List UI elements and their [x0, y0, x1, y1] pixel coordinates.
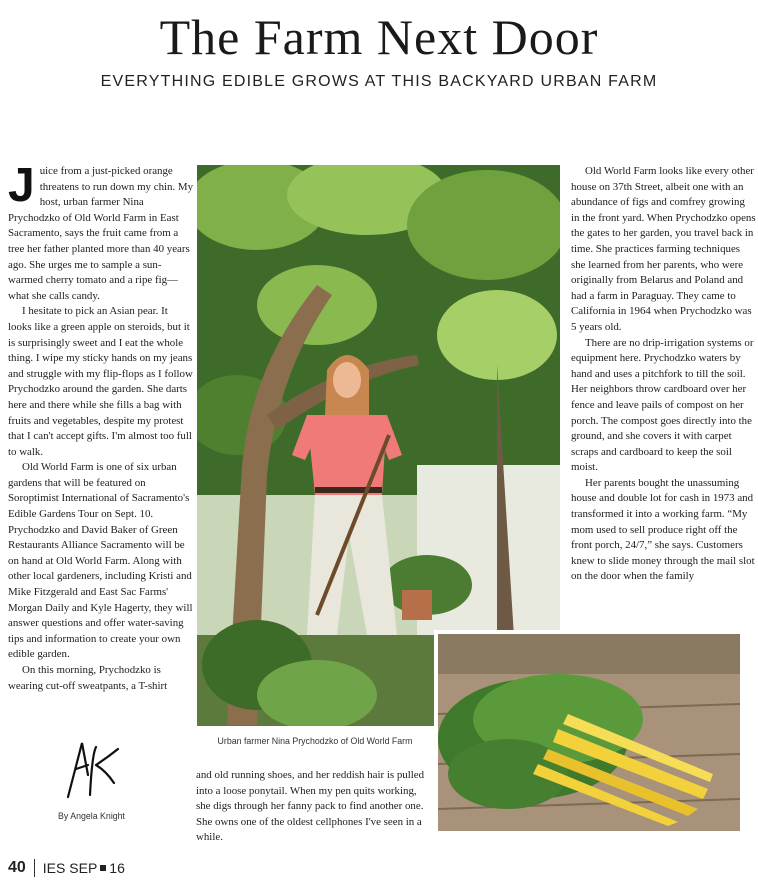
publication-name: IES: [42, 860, 66, 876]
issue-year: 16: [109, 860, 125, 876]
lead-paragraph: [8, 159, 194, 304]
chard-photo: [434, 630, 744, 835]
paragraph: Her parents bought the unassuming house and double lot for cash in 1973 and transformed it into a working farm. “My mom used to sell produce right off the front porch, 24/7,” she says. Customers knew to slide money through the mail slot on the door when the family: [571, 476, 755, 583]
paragraph: On this morning, Prychodzko is wearing cut-off sweatpants, a T-shirt: [8, 664, 168, 692]
article-title: The Farm Next Door: [159, 9, 599, 65]
chard-photo-image: [438, 634, 740, 831]
left-column: [8, 159, 194, 694]
page-footer: [8, 859, 125, 877]
author-signature: [62, 735, 126, 799]
square-bullet-icon: [100, 865, 106, 871]
byline: By Angela Knight: [58, 811, 126, 821]
page-number: 40: [8, 859, 26, 876]
right-column: [571, 164, 756, 585]
paragraph: Old World Farm is one of six urban gardens that will be featured on Soroptimist International of Sacramento's Edible Gardens Tour on Sept. 10. Prychodzko and David Baker of Green Restaurants Alliance Sacramento will be on hand at Old World Farm. Along with other local gardeners, including Kristi and Mike Fitzgerald and East Sac Farms' Morgan Daily and Kyle Hagerty, they will answer questions and offer water-saving tips and information to create your own edible garden.: [8, 461, 193, 661]
photo-caption: Urban farmer Nina Prychodzko of Old World Farm: [217, 736, 413, 746]
paragraph: Old World Farm looks like every other house on 37th Street, albeit one with an abundance of figs and comfrey growing in the front yard. When Prychodzko opens the gates to her garden, you travel back in time. She practices farming techniques she learned from her parents, who were originally from Belarus and Poland and had a farm in Paraguay. They came to California in 1964 when Prychodzko was 5 years old.: [571, 165, 756, 333]
paragraph: I hesitate to pick an Asian pear. It looks like a green apple on steroids, but it is surprisingly sweet and I eat the whole thing. I wipe my sticky hands on my jeans and struggle with my flip-flops as I follow Prychodzko around the garden. She darts here and there while she fills a bag with fruits and vegetables, despite my protest that I can't accept gifts. I'm almost too full to walk.: [8, 305, 193, 458]
paragraph: There are no drip-irrigation systems or equipment here. Prychodzko waters by hand and uses a pitchfork to till the soil. Her neighbors throw cardboard over her fence and leave pails of compost on her porch. The compost goes directly into the ground, and she covers it with carpet scraps and cardboard to keep the soil moist.: [571, 336, 754, 474]
middle-column: [196, 768, 432, 846]
lead-text: uice from a just-picked orange threatens to run down my chin. My host, urban farmer Nina Prychodzko of Old World Farm in East Sacramento, says the fruit came from a tree her father planted more than 40 years ago. She urges me to sample a sun-warmed cherry tomato and a ripe fig—what she calls candy.: [8, 165, 194, 302]
drop-cap: J: [8, 159, 35, 212]
paragraph: and old running shoes, and her reddish hair is pulled into a loose ponytail. When my pen quits working, she digs through her fanny pack to find another one. She owns one of the oldest cellphones I've seen in a while.: [196, 769, 425, 844]
footer-divider: [34, 859, 35, 877]
article-subtitle: EVERYTHING EDIBLE GROWS AT THIS BACKYARD URBAN FARM: [100, 73, 658, 90]
issue-month: SEP: [69, 860, 98, 876]
